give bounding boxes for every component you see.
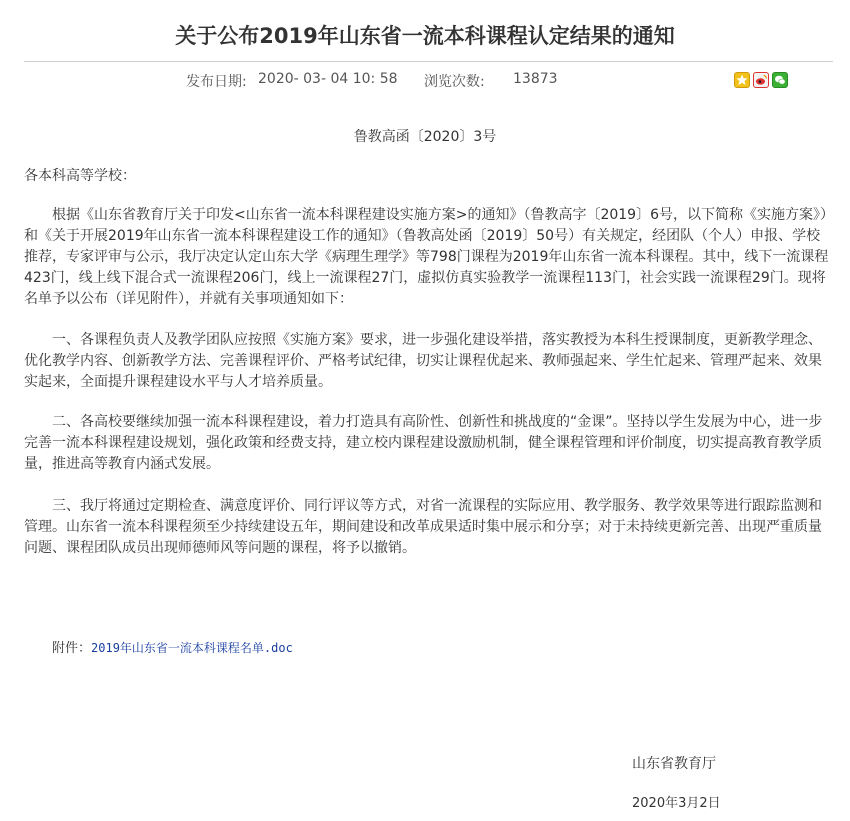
- qzone-icon[interactable]: [734, 72, 750, 88]
- issuer-signature: 山东省教育厅: [632, 756, 716, 772]
- paragraph-item-2: 二、各高校要继续加强一流本科课程建设，着力打造具有高阶性、创新性和挑战度的“金课”。坚持以学生发展为中心，进一步完善一流本科课程建设规划，强化政策和经费支持，建立校内课程建设激励机制，健全课程管理和评价制度，切实提高教育教学质量，推进高等教育内涵式发展。: [24, 414, 823, 472]
- paragraph-item-1: 一、各课程负责人及教学团队应按照《实施方案》要求，进一步强化建设举措，落实教授为本科生授课制度，更新教学理念、优化教学内容、创新教学方法、完善课程评价、严格考试纪律，切实让课程优起来、教师强起来、学生忙起来、管理严起来、效果实起来，全面提升课程建设水平与人才培养质量。: [24, 332, 822, 390]
- issue-date: 2020年3月2日: [632, 796, 721, 811]
- publish-date-value: 2020- 03- 04 10: 58: [258, 71, 398, 87]
- view-count-label: 浏览次数:: [424, 74, 485, 90]
- attachment-row: [52, 637, 293, 656]
- wechat-icon[interactable]: [772, 72, 788, 88]
- publish-date-label: 发布日期:: [186, 74, 247, 90]
- paragraph-item-3: 三、我厅将通过定期检查、满意度评价、同行评议等方式，对省一流课程的实际应用、教学服务、教学效果等进行跟踪监测和管理。山东省一流本科课程须至少持续建设五年，期间建设和改革成果适时集中展示和分享；对于未持续更新完善、出现严重质量问题、课程团队成员出现师德师风等问题的课程，将予以撤销。: [24, 498, 822, 556]
- salutation: 各本科高等学校：: [24, 168, 136, 184]
- page-title: 关于公布2019年山东省一流本科课程认定结果的通知: [175, 24, 675, 48]
- document-number: 鲁教高函〔2020〕3号: [353, 129, 497, 145]
- weibo-icon[interactable]: [753, 72, 769, 88]
- attachment-label: 附件：: [52, 641, 92, 656]
- view-count-value: 13873: [513, 71, 558, 87]
- title-divider: [24, 61, 833, 62]
- attachment-link[interactable]: 2019年山东省一流本科课程名单.doc: [91, 641, 293, 655]
- paragraph-intro: 根据《山东省教育厅关于印发<山东省一流本科课程建设实施方案>的通知》（鲁教高字〔2019〕6号，以下简称《实施方案》）和《关于开展2019年山东省一流本科课程建设工作的通知》（鲁教高处函〔2019〕50号）有关规定，经团队（个人）申报、学校推荐，专家评审与公示，我厅决定认定山东大学《病理生理学》等798门课程为2019年山东省一流本科课程。其中，线下一流课程423门，线上线下混合式一流课程206门，线上一流课程27门，虚拟仿真实验教学一流课程113门，社会实践一流课程29门。现将名单予以公布（详见附件），并就有关事项通知如下：: [24, 207, 829, 307]
